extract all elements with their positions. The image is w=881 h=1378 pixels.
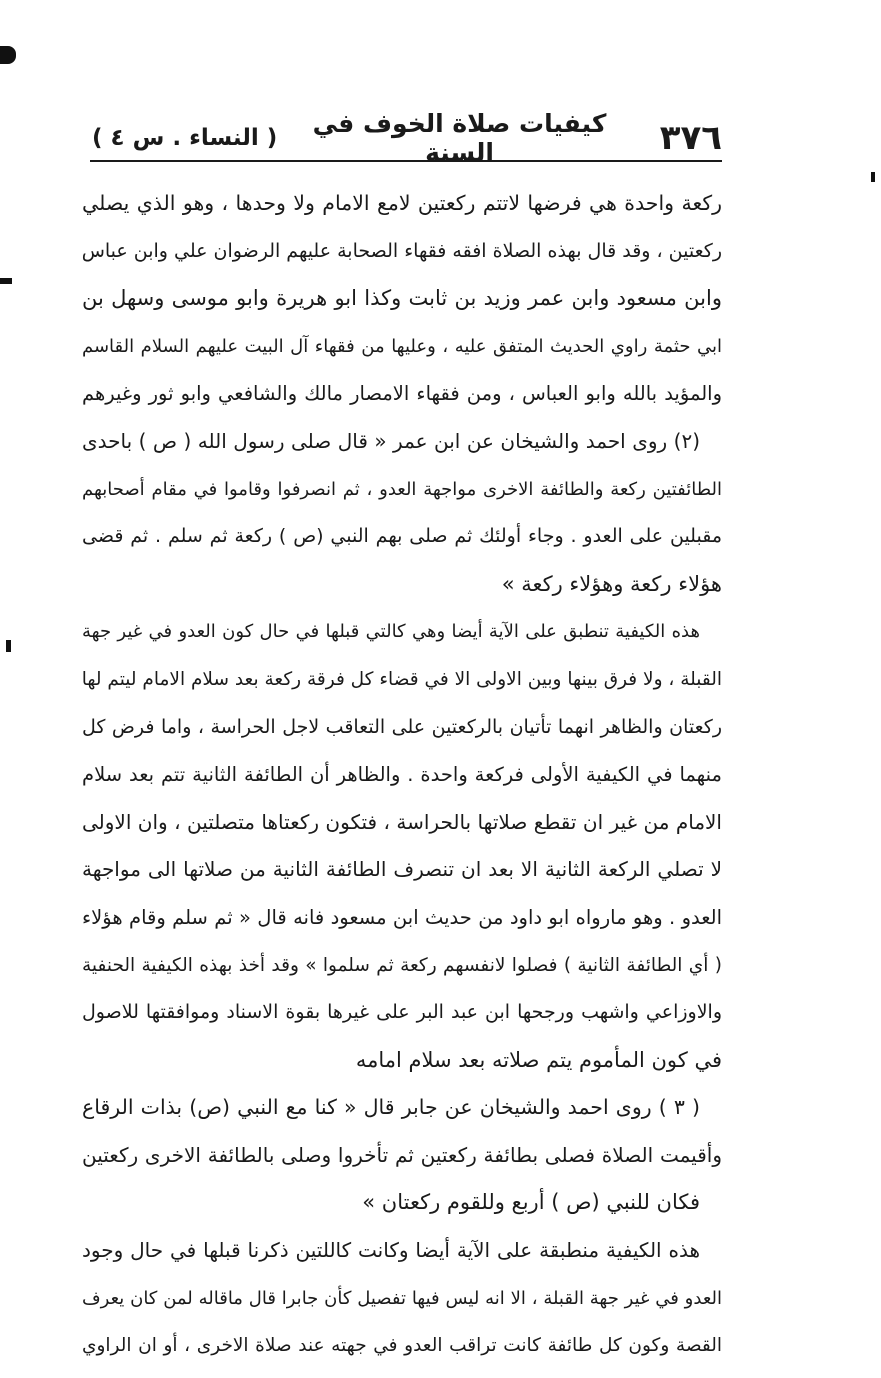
text-line: ( أي الطائفة الثانية ) فصلوا لانفسهم ركعة ثم سلموا » وقد أخذ بهذه الكيفية الحنفية xyxy=(82,954,722,976)
text-line: ابي حثمة راوي الحديث المتفق عليه ، وعليها من فقهاء آل البيت عليهم السلام القاسم xyxy=(82,335,722,357)
text-line: العدو . وهو مارواه ابو داود من حديث ابن مسعود فانه قال « ثم سلم وقام هؤلاء xyxy=(82,905,722,929)
running-title: كيفيات صلاة الخوف في السنة xyxy=(312,109,607,167)
scan-edge-mark xyxy=(6,640,11,652)
page-number: ٣٧٦ xyxy=(659,118,722,158)
text-line: هؤلاء ركعة وهؤلاء ركعة » xyxy=(501,571,722,596)
text-line: وأقيمت الصلاة فصلى بطائفة ركعتين ثم تأخروا وصلى بالطائفة الاخرى ركعتين xyxy=(82,1142,722,1167)
text-line: ( ٣ ) روى احمد والشيخان عن جابر قال « كنا مع النبي (ص) بذات الرقاع xyxy=(82,1095,700,1120)
chapter-reference: ( النساء . س ٤ ) xyxy=(92,125,278,151)
page-header xyxy=(92,109,722,167)
text-line: والاوزاعي واشهب ورجحها ابن عبد البر على غيرها بقوة الاسناد وموافقتها للاصول xyxy=(82,1001,722,1024)
text-line: لا تصلي الركعة الثانية الا بعد ان تنصرف الطائفة الثانية من صلاتها الى مواجهة xyxy=(82,857,722,882)
text-line: منهما في الكيفية الأولى فركعة واحدة . والظاهر أن الطائفة الثانية تتم بعد سلام xyxy=(82,763,722,787)
text-line: (٢) روى احمد والشيخان عن ابن عمر « قال صلى رسول الله ( ص ) باحدى xyxy=(82,428,700,453)
text-line: فكان للنبي (ص ) أربع وللقوم ركعتان » xyxy=(362,1190,700,1215)
text-line: القصة وكون كل طائفة كانت تراقب العدو في جهته عند صلاة الاخرى ، أو ان الراوي xyxy=(82,1335,722,1357)
header-rule xyxy=(90,160,722,162)
text-line: والمؤيد بالله وابو العباس ، ومن فقهاء الامصار مالك والشافعي وابو ثور وغيرهم xyxy=(82,382,722,406)
scan-edge-mark xyxy=(0,278,12,284)
text-line: مقبلين على العدو . وجاء أولئك ثم صلى بهم النبي (ص ) ركعة ثم سلم . ثم قضى xyxy=(82,525,722,548)
text-line: القبلة ، ولا فرق بينها وبين الاولى الا في قضاء كل فرقة ركعة بعد سلام الامام ليتم لها xyxy=(81,668,722,690)
text-line: هذه الكيفية منطبقة على الآية أيضا وكانت كاللتين ذكرنا قبلها في حال وجود xyxy=(82,1238,700,1263)
text-line: الامام من غير ان تقطع صلاتها بالحراسة ، فتكون ركعتاها متصلتين ، وان الاولى xyxy=(82,809,722,834)
text-line: ركعتين ، وقد قال بهذه الصلاة افقه فقهاء الصحابة عليهم الرضوان علي وابن عباس xyxy=(81,239,722,262)
body-text xyxy=(81,180,722,1357)
text-line: ركعتان والظاهر انهما تأتيان بالركعتين على التعاقب لاجل الحراسة ، واما فرض كل xyxy=(82,715,722,738)
text-line: الطائفتين ركعة والطائفة الاخرى مواجهة العدو ، ثم انصرفوا وقاموا في مقام أصحابهم xyxy=(82,478,722,500)
text-line: ركعة واحدة هي فرضها لاتتم ركعتين لامع الامام ولا وحدها ، وهو الذي يصلي xyxy=(82,191,722,215)
text-line: هذه الكيفية تنطبق على الآية أيضا وهي كالتي قبلها في حال كون العدو في غير جهة xyxy=(82,621,700,643)
scan-edge-mark xyxy=(0,46,16,64)
scan-edge-mark xyxy=(871,172,875,182)
text-line: وابن مسعود وابن عمر وزيد بن ثابت وكذا ابو هريرة وابو موسى وسهل بن xyxy=(82,286,722,311)
text-line: في كون المأموم يتم صلاته بعد سلام امامه xyxy=(355,1047,722,1072)
text-line: العدو في غير جهة القبلة ، الا انه ليس فيها تفصيل كأن جابرا قال ماقاله لمن كان يعرف xyxy=(82,1287,722,1309)
